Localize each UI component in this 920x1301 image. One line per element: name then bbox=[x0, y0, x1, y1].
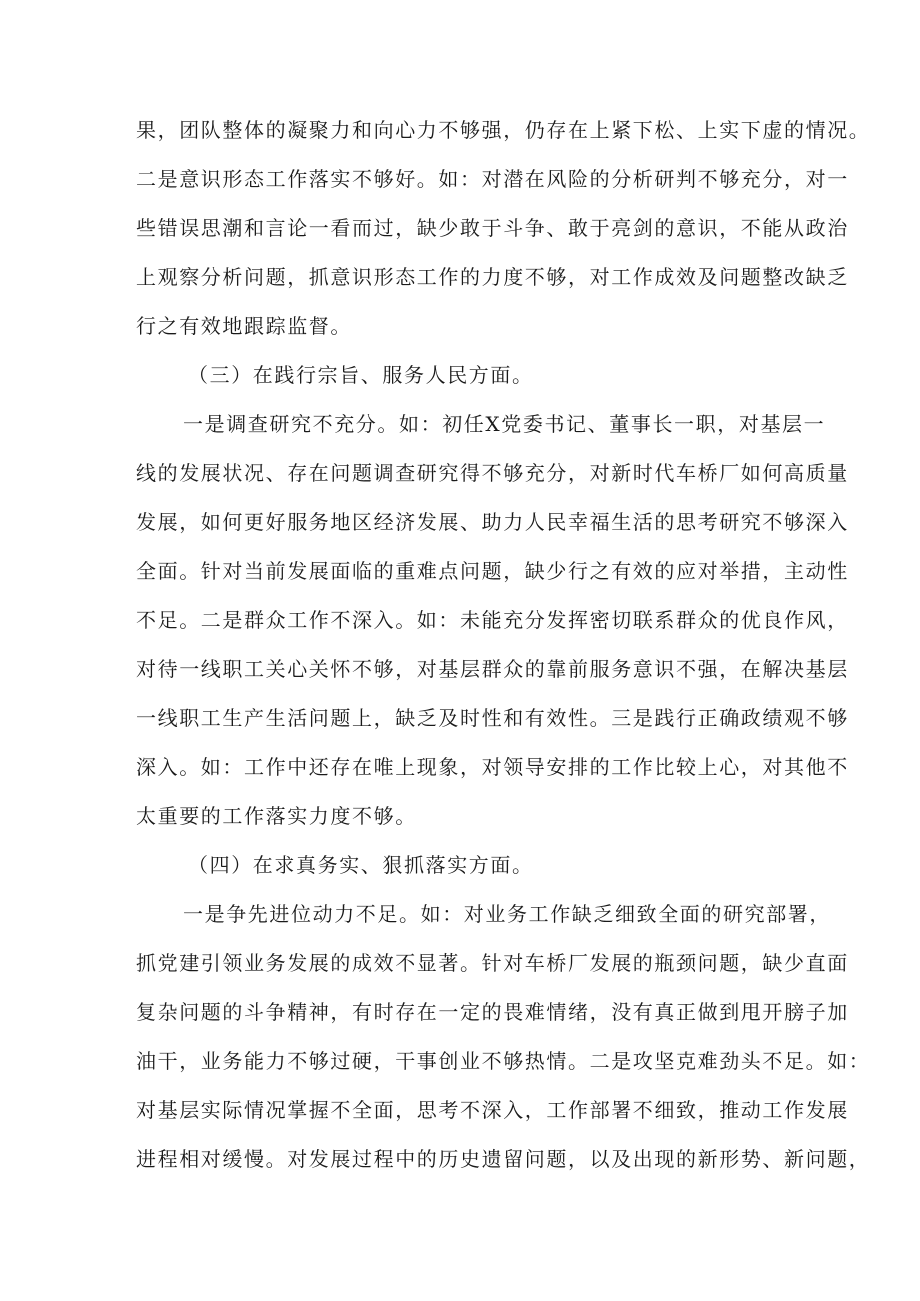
text-line: 进程相对缓慢。对发展过程中的历史遗留问题，以及出现的新形势、新问题， bbox=[136, 1147, 871, 1171]
text-line: 不足。二是群众工作不深入。如：未能充分发挥密切联系群众的优良作风， bbox=[136, 608, 849, 632]
text-line: 二是意识形态工作落实不够好。如：对潜在风险的分析研判不够充分，对一 bbox=[136, 167, 849, 191]
text-line: 些错误思潮和言论一看而过，缺少敢于斗争、敢于亮剑的意识，不能从政治 bbox=[136, 216, 849, 240]
text-line: 线的发展状况、存在问题调查研究得不够充分，对新时代车桥厂如何高质量 bbox=[136, 461, 849, 485]
text-line: 果，团队整体的凝聚力和向心力不够强，仍存在上紧下松、上实下虚的情况。 bbox=[136, 118, 871, 142]
text-line: 上观察分析问题，抓意识形态工作的力度不够，对工作成效及问题整改缺乏 bbox=[136, 265, 849, 289]
section-heading: （三）在践行宗旨、服务人民方面。 bbox=[188, 363, 534, 387]
text-line: 对待一线职工关心关怀不够，对基层群众的靠前服务意识不强，在解决基层 bbox=[136, 657, 849, 681]
text-line: 一线职工生产生活问题上，缺乏及时性和有效性。三是践行正确政绩观不够 bbox=[136, 706, 849, 730]
text-line: 全面。针对当前发展面临的重难点问题，缺少行之有效的应对举措，主动性 bbox=[136, 559, 849, 583]
text-line: 对基层实际情况掌握不全面，思考不深入，工作部署不细致，推动工作发展 bbox=[136, 1098, 849, 1122]
text-line: 行之有效地跟踪监督。 bbox=[136, 314, 352, 338]
text-line: 油干，业务能力不够过硬，干事创业不够热情。二是攻坚克难劲头不足。如： bbox=[136, 1049, 871, 1073]
text-line: 一是争先进位动力不足。如：对业务工作缺乏细致全面的研究部署， bbox=[183, 902, 831, 926]
text-line: 发展，如何更好服务地区经济发展、助力人民幸福生活的思考研究不够深入 bbox=[136, 510, 849, 534]
text-line: 抓党建引领业务发展的成效不显著。针对车桥厂发展的瓶颈问题，缺少直面 bbox=[136, 951, 849, 975]
section-heading: （四）在求真务实、狠抓落实方面。 bbox=[188, 853, 534, 877]
text-line: 深入。如：工作中还存在唯上现象，对领导安排的工作比较上心，对其他不 bbox=[136, 755, 849, 779]
text-line: 复杂问题的斗争精神，有时存在一定的畏难情绪，没有真正做到甩开膀子加 bbox=[136, 1000, 849, 1024]
text-line: 太重要的工作落实力度不够。 bbox=[136, 804, 417, 828]
text-line: 一是调查研究不充分。如：初任X党委书记、董事长一职，对基层一 bbox=[183, 412, 826, 436]
